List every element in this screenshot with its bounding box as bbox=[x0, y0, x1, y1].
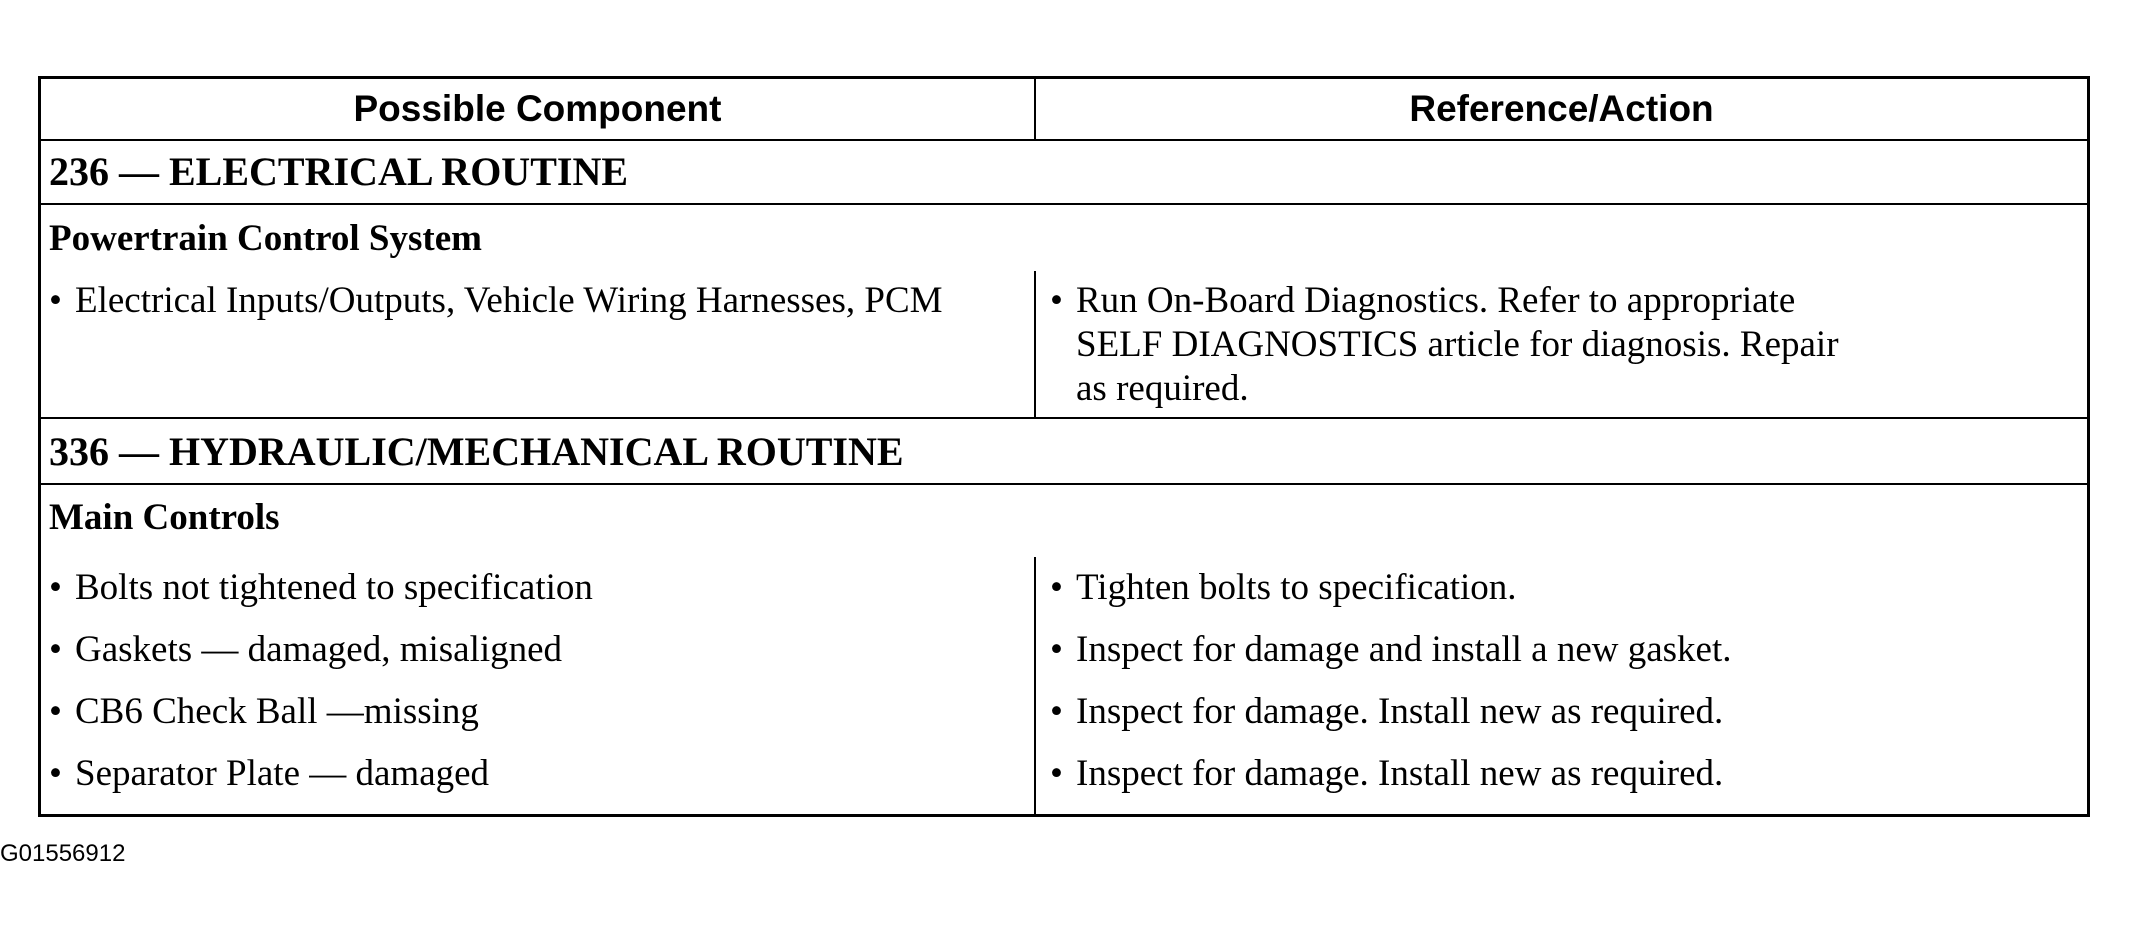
component-text: Electrical Inputs/Outputs, Vehicle Wiring Harnesses, PCM bbox=[75, 280, 943, 321]
section-title: 336 — HYDRAULIC/MECHANICAL ROUTINE bbox=[41, 417, 2087, 485]
column-divider bbox=[1034, 79, 1036, 139]
component-text: Separator Plate — damaged bbox=[75, 753, 490, 794]
action-text: Inspect for damage. Install new as required. bbox=[1076, 753, 1724, 794]
action-text: Inspect for damage. Install new as required. bbox=[1076, 691, 1724, 732]
list-item: • Bolts not tightened to specification bbox=[49, 567, 593, 608]
component-table bbox=[38, 76, 2090, 817]
list-item: • Gaskets — damaged, misaligned bbox=[49, 629, 563, 670]
section-title: 236 — ELECTRICAL ROUTINE bbox=[41, 139, 2087, 205]
list-item: • Inspect for damage and install a new gasket. bbox=[1050, 629, 1732, 670]
component-text: Bolts not tightened to specification bbox=[75, 567, 593, 608]
component-text: Gaskets — damaged, misaligned bbox=[75, 629, 563, 670]
list-item: • Inspect for damage. Install new as required. bbox=[1050, 691, 1724, 732]
column-header-action: Reference/Action bbox=[1409, 88, 1714, 129]
list-item: • Inspect for damage. Install new as required. bbox=[1050, 753, 1724, 794]
list-item: • Separator Plate — damaged bbox=[49, 753, 490, 794]
list-item: • CB6 Check Ball —missing bbox=[49, 691, 479, 732]
list-item: • Run On-Board Diagnostics. Refer to appropriate SELF DIAGNOSTICS article for diagnosis. Repair as required. bbox=[1050, 280, 1839, 409]
action-text: Run On-Board Diagnostics. Refer to appropriate SELF DIAGNOSTICS article for diagnosis. Repair as required. bbox=[1076, 280, 1839, 409]
subsection-title: Main Controls bbox=[49, 496, 280, 538]
figure-code: G01556912 bbox=[0, 840, 126, 867]
list-item: • Tighten bolts to specification. bbox=[1050, 567, 1517, 608]
list-item: • Electrical Inputs/Outputs, Vehicle Wiring Harnesses, PCM bbox=[49, 280, 943, 321]
action-text: Inspect for damage and install a new gasket. bbox=[1076, 629, 1732, 670]
subsection-title: Powertrain Control System bbox=[49, 217, 482, 259]
column-header-component: Possible Component bbox=[353, 88, 722, 129]
action-text: Tighten bolts to specification. bbox=[1076, 567, 1517, 608]
column-divider bbox=[1034, 271, 1036, 417]
table-header bbox=[41, 79, 2087, 141]
component-text: CB6 Check Ball —missing bbox=[75, 691, 479, 732]
column-divider bbox=[1034, 557, 1036, 817]
